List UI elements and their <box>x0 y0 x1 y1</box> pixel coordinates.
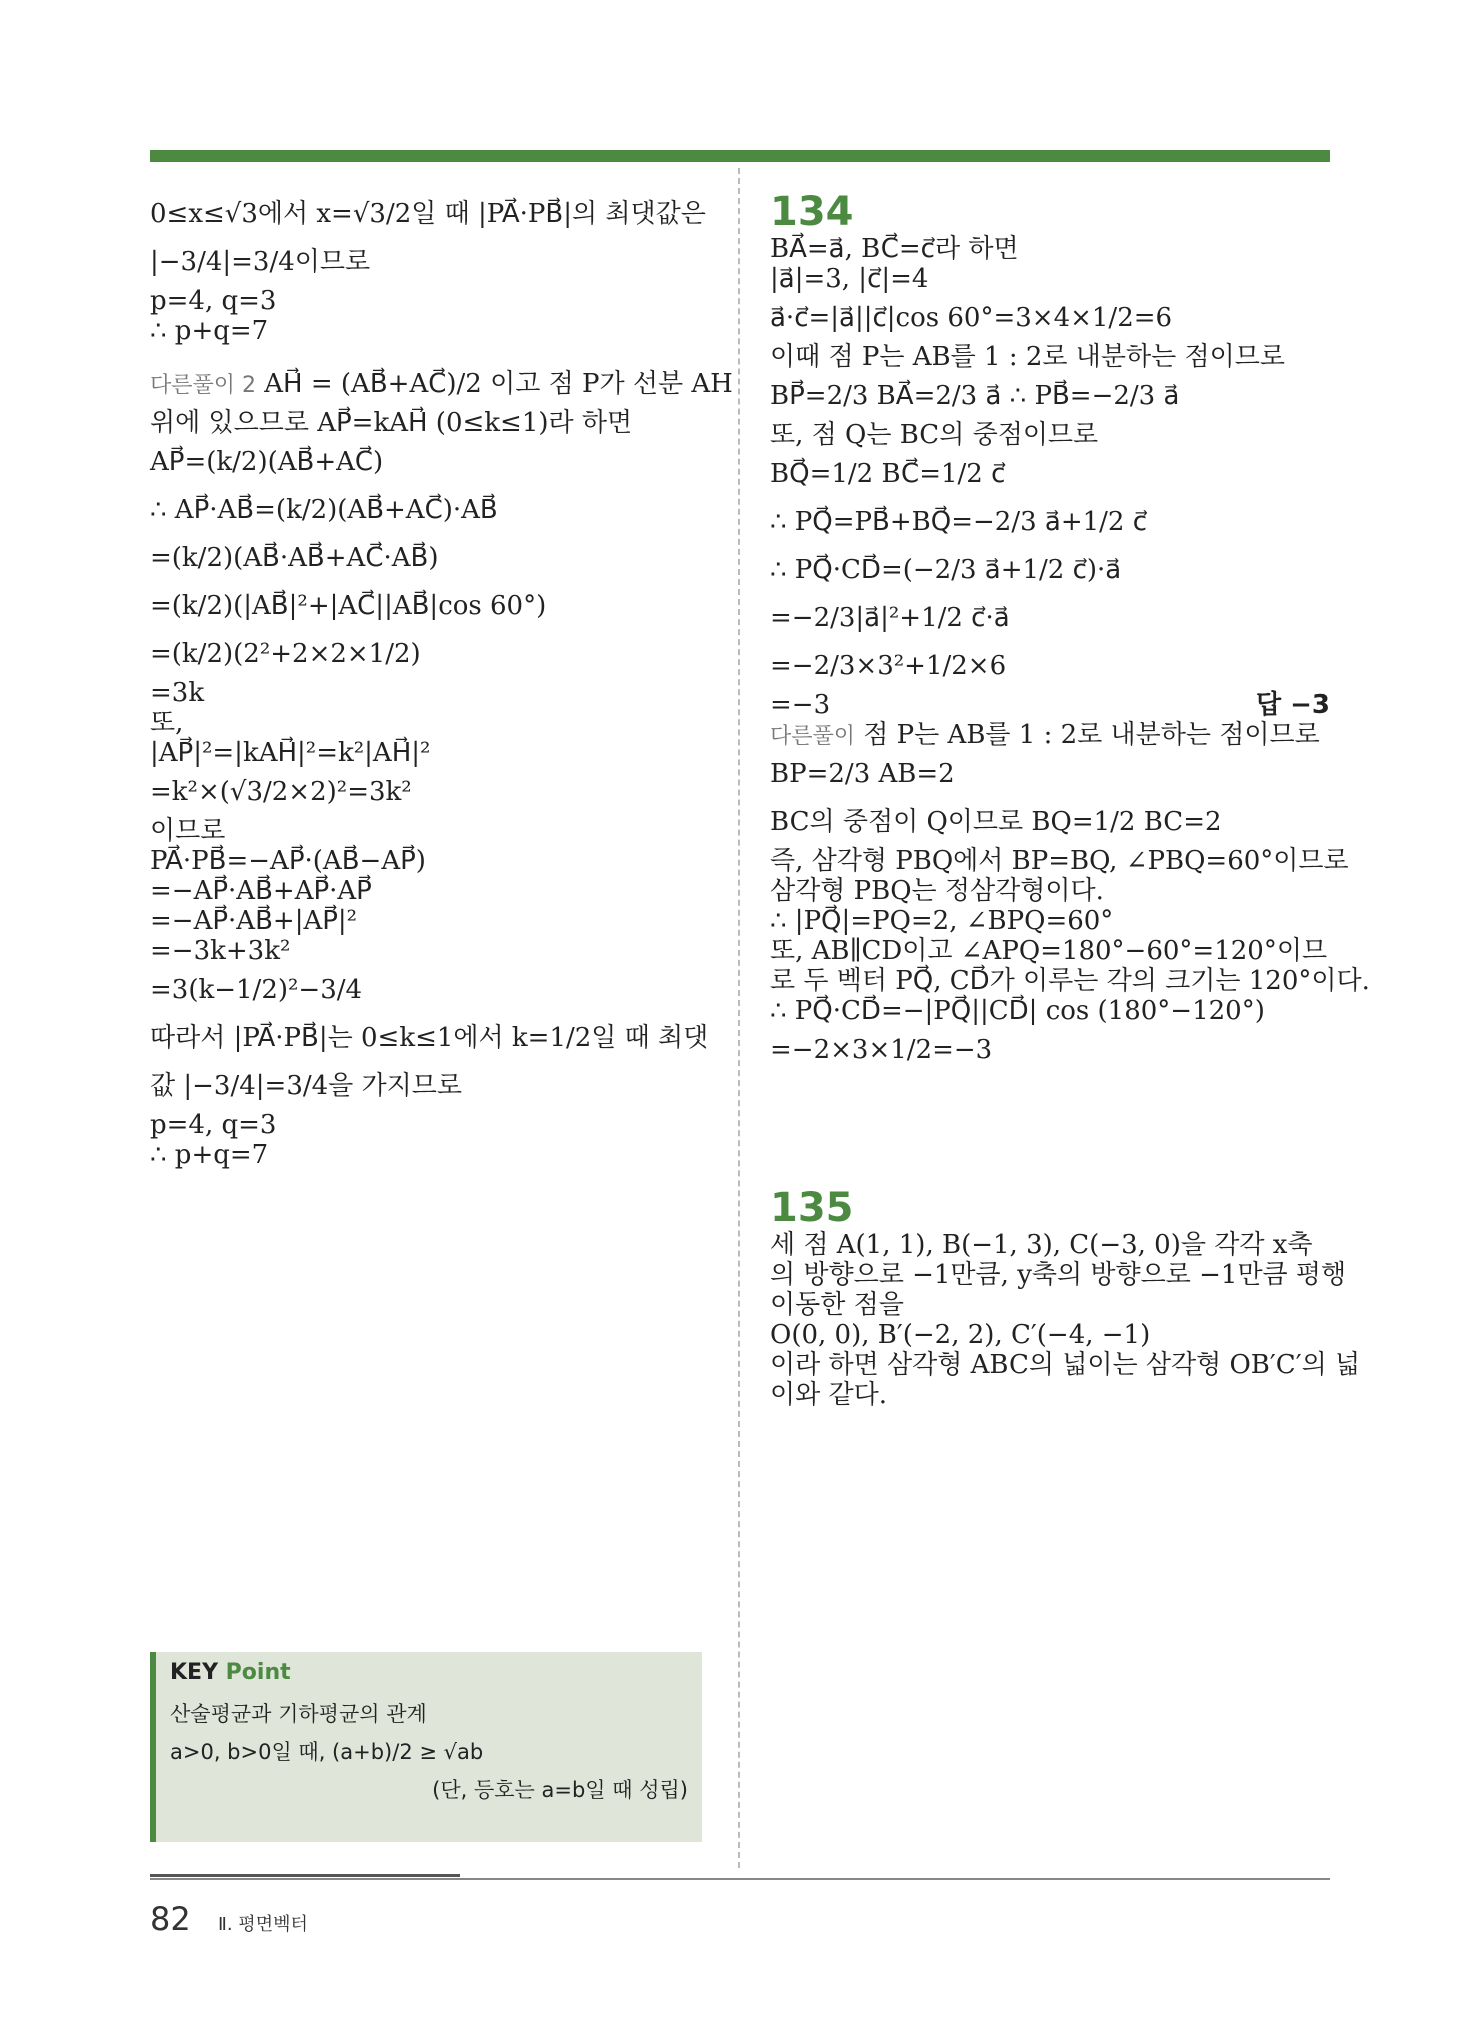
text-line <box>150 876 710 906</box>
text-line <box>150 816 710 846</box>
line-text: p=4, q=3 <box>150 1110 277 1140</box>
line-text: =3k <box>150 678 205 708</box>
line-text: ∴ p+q=7 <box>150 1140 269 1170</box>
line-text: 값 |−3/4|=3/4을 가지므로 <box>150 1071 463 1101</box>
text-line <box>770 798 1330 846</box>
text-line <box>150 966 710 1014</box>
text-line <box>770 342 1330 372</box>
text-line <box>150 846 710 876</box>
line-text: 삼각형 PBQ는 정삼각형이다. <box>770 876 1104 906</box>
line-text: a⃗·c⃗=|a⃗||c⃗|cos 60°=3×4×1/2=6 <box>770 303 1173 333</box>
text-line <box>150 1110 710 1140</box>
page-number: 82 <box>150 1900 191 1938</box>
text-line <box>150 582 710 630</box>
key-point-title-key: KEY <box>170 1660 219 1685</box>
line-text: =−2/3×3²+1/2×6 <box>770 651 1007 681</box>
text-line <box>770 690 1330 720</box>
line-text: ∴ AP⃗·AB⃗=(k/2)(AB⃗+AC⃗)·AB⃗ <box>150 495 498 525</box>
line-text: ∴ PQ⃗=PB⃗+BQ⃗=−2/3 a⃗+1/2 c⃗ <box>770 507 1148 537</box>
text-line <box>150 906 710 936</box>
text-line <box>770 642 1330 690</box>
line-text: =−2/3|a⃗|²+1/2 c⃗·a⃗ <box>770 603 1010 633</box>
line-text: ∴ |PQ⃗|=PQ=2, ∠BPQ=60° <box>770 906 1114 936</box>
text-line <box>770 1380 1330 1410</box>
text-line <box>770 546 1330 594</box>
text-line <box>150 190 710 238</box>
line-text: =−AP⃗·AB⃗+AP⃗·AP⃗ <box>150 876 372 906</box>
line-text: O(0, 0), B′(−2, 2), C′(−4, −1) <box>770 1320 1151 1350</box>
text-line <box>150 360 733 408</box>
text-line <box>150 1062 710 1110</box>
line-text: 0≤x≤√3에서 x=√3/2일 때 |PA⃗·PB⃗|의 최댓값은 <box>150 199 706 229</box>
text-line <box>150 346 710 360</box>
text-line <box>150 936 710 966</box>
answer-label: 답 −3 <box>1255 690 1330 720</box>
text-line <box>150 1014 710 1062</box>
line-text: 위에 있으므로 AP⃗=kAH⃗ (0≤k≤1)라 하면 <box>150 408 633 438</box>
text-line <box>770 906 1330 936</box>
line-text: =−2×3×1/2=−3 <box>770 1035 993 1065</box>
text-line <box>150 1140 710 1170</box>
line-text: |−3/4|=3/4이므로 <box>150 247 371 277</box>
top-accent-bar <box>150 150 1330 162</box>
text-line <box>770 1230 1330 1260</box>
text-line <box>770 750 1330 798</box>
text-line <box>150 286 710 316</box>
line-text: ∴ PQ⃗·CD⃗=(−2/3 a⃗+1/2 c⃗)·a⃗ <box>770 555 1122 585</box>
line-text: =k²×(√3/2×2)²=3k² <box>150 777 412 807</box>
text-line <box>150 534 710 582</box>
line-text: BA⃗=a⃗, BC⃗=c⃗라 하면 <box>770 234 1019 264</box>
text-line <box>150 408 710 438</box>
text-line <box>770 294 1330 342</box>
key-point-title-point: Point <box>218 1660 291 1685</box>
line-text: 로 두 벡터 PQ⃗, CD⃗가 이루는 각의 크기는 120°이다. <box>770 966 1370 996</box>
text-line <box>770 720 1330 750</box>
line-text: =3(k−1/2)²−3/4 <box>150 975 363 1005</box>
line-text: 점 P는 AB를 1 : 2로 내분하는 점이므로 <box>863 720 1320 750</box>
line-text: 이므로 <box>150 816 226 846</box>
line-text: 또, AB∥CD이고 ∠APQ=180°−60°=120°이므 <box>770 936 1328 966</box>
line-text: =(k/2)(|AB⃗|²+|AC⃗||AB⃗|cos 60°) <box>150 591 547 621</box>
line-text: BC의 중점이 Q이므로 BQ=1/2 BC=2 <box>770 807 1222 837</box>
text-line <box>150 678 710 708</box>
section-title: Ⅱ. 평면벡터 <box>218 1914 308 1935</box>
line-text: 이와 같다. <box>770 1380 887 1410</box>
line-text: =(k/2)(2²+2×2×1/2) <box>150 639 421 669</box>
text-line <box>770 498 1330 546</box>
text-line <box>770 450 1330 498</box>
line-text: =−3 <box>770 690 831 720</box>
line-text: |a⃗|=3, |c⃗|=4 <box>770 264 929 294</box>
problem-135-solution <box>770 1230 1361 1410</box>
text-line <box>770 1290 1330 1320</box>
text-line <box>770 234 1330 264</box>
line-text: |AP⃗|²=|kAH⃗|²=k²|AH⃗|² <box>150 738 431 768</box>
line-text: 이라 하면 삼각형 ABC의 넓이는 삼각형 OB′C′의 넓 <box>770 1350 1361 1380</box>
key-point-box <box>150 1652 702 1842</box>
text-line <box>770 264 1330 294</box>
footer-accent-line <box>150 1874 460 1877</box>
line-text: 이동한 점을 <box>770 1290 904 1320</box>
key-point-line: (단, 등호는 a=b일 때 성립) <box>432 1778 688 1802</box>
text-line <box>150 768 710 816</box>
text-line <box>770 876 1330 906</box>
solution-label: 다른풀이 2 <box>150 373 256 398</box>
text-line <box>770 1026 1330 1074</box>
line-text: AH⃗ = (AB⃗+AC⃗)/2 이고 점 P가 선분 AH <box>264 369 733 399</box>
text-line <box>770 1260 1347 1290</box>
line-text: =(k/2)(AB⃗·AB⃗+AC⃗·AB⃗) <box>150 543 439 573</box>
problem-number-134: 134 <box>770 189 854 235</box>
text-line <box>150 438 710 486</box>
solution-label: 다른풀이 <box>770 724 856 749</box>
line-text: 또, <box>150 708 184 738</box>
line-text: 세 점 A(1, 1), B(−1, 3), C(−3, 0)을 각각 x축 <box>770 1230 1313 1260</box>
text-line <box>150 486 710 534</box>
text-line <box>770 1320 1330 1350</box>
text-line <box>150 316 710 346</box>
problem-134-solution <box>770 234 1370 1074</box>
line-text: ∴ p+q=7 <box>150 316 269 346</box>
text-line <box>770 966 1370 996</box>
line-text: 즉, 삼각형 PBQ에서 BP=BQ, ∠PBQ=60°이므로 <box>770 846 1349 876</box>
line-text: =−AP⃗·AB⃗+|AP⃗|² <box>150 906 358 936</box>
line-text: BQ⃗=1/2 BC⃗=1/2 c⃗ <box>770 459 1006 489</box>
footer-rule <box>150 1878 1330 1880</box>
line-text: AP⃗=(k/2)(AB⃗+AC⃗) <box>150 447 384 477</box>
key-point-line: a>0, b>0일 때, (a+b)/2 ≥ √ab <box>170 1740 484 1764</box>
text-line <box>770 420 1330 450</box>
line-text: BP⃗=2/3 BA⃗=2/3 a⃗ ∴ PB⃗=−2/3 a⃗ <box>770 381 1180 411</box>
text-line <box>770 1350 1361 1380</box>
left-column <box>150 190 733 1170</box>
line-text: PA⃗·PB⃗=−AP⃗·(AB⃗−AP⃗) <box>150 846 426 876</box>
text-line <box>770 594 1330 642</box>
line-text: 따라서 |PA⃗·PB⃗|는 0≤k≤1에서 k=1/2일 때 최댓 <box>150 1023 709 1053</box>
line-text: BP=2/3 AB=2 <box>770 759 955 789</box>
line-text: 또, 점 Q는 BC의 중점이므로 <box>770 420 1099 450</box>
line-text: p=4, q=3 <box>150 286 277 316</box>
text-line <box>150 738 710 768</box>
line-text: 의 방향으로 −1만큼, y축의 방향으로 −1만큼 평행 <box>770 1260 1347 1290</box>
key-point-line: 산술평균과 기하평균의 관계 <box>170 1702 427 1726</box>
line-text: 이때 점 P는 AB를 1 : 2로 내분하는 점이므로 <box>770 342 1285 372</box>
text-line <box>770 372 1330 420</box>
line-text: =−3k+3k² <box>150 936 291 966</box>
key-point-title <box>170 1660 688 1685</box>
text-line <box>150 630 710 678</box>
text-line <box>770 936 1330 966</box>
problem-number-135: 135 <box>770 1185 854 1231</box>
text-line <box>150 708 710 738</box>
column-divider <box>738 168 740 1868</box>
text-line <box>770 846 1349 876</box>
line-text: ∴ PQ⃗·CD⃗=−|PQ⃗||CD⃗| cos (180°−120°) <box>770 996 1265 1026</box>
text-line <box>770 996 1330 1026</box>
text-line <box>150 238 710 286</box>
right-column <box>770 189 1370 1410</box>
